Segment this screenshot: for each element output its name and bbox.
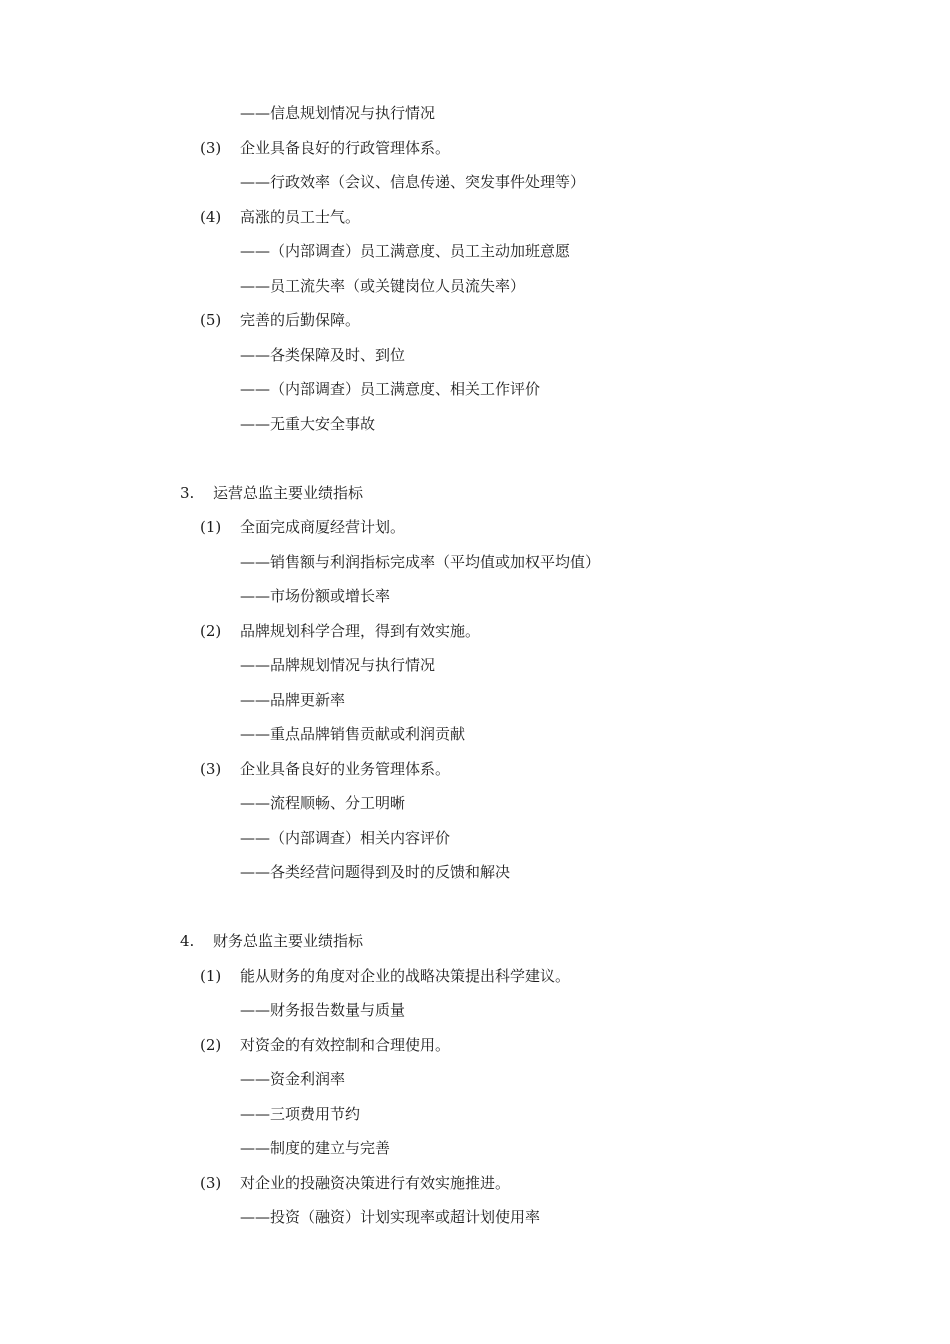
indicator-line: ——员工流失率（或关键岗位人员流失率）: [240, 277, 526, 295]
item-text: 高涨的员工士气。: [240, 208, 361, 226]
indicator-line: ——（内部调查）相关内容评价: [240, 829, 451, 847]
indicator-line: ——各类保障及时、到位: [240, 346, 406, 364]
item-number: (3): [200, 139, 222, 157]
section-number: 4.: [180, 932, 195, 950]
indicator-line: ——信息规划情况与执行情况: [240, 104, 436, 122]
indicator-line: ——（内部调查）员工满意度、相关工作评价: [240, 380, 541, 398]
indicator-line: ——流程顺畅、分工明晰: [240, 794, 406, 812]
item-number: (3): [200, 760, 222, 778]
item-number: (5): [200, 311, 222, 329]
item-number: (1): [200, 967, 222, 985]
indicator-line: ——品牌规划情况与执行情况: [240, 656, 436, 674]
indicator-line: ——重点品牌销售贡献或利润贡献: [240, 725, 466, 743]
item-text: 企业具备良好的行政管理体系。: [240, 139, 451, 157]
indicator-line: ——制度的建立与完善: [240, 1139, 391, 1157]
section-number: 3.: [180, 484, 195, 502]
section-heading: 运营总监主要业绩指标: [213, 484, 364, 502]
item-number: (2): [200, 622, 222, 640]
item-text: 企业具备良好的业务管理体系。: [240, 760, 451, 778]
item-number: (4): [200, 208, 222, 226]
indicator-line: ——行政效率（会议、信息传递、突发事件处理等）: [240, 173, 586, 191]
item-text: 能从财务的角度对企业的战略决策提出科学建议。: [240, 967, 571, 985]
item-text: 全面完成商厦经营计划。: [240, 518, 406, 536]
indicator-line: ——资金利润率: [240, 1070, 346, 1088]
indicator-line: ——品牌更新率: [240, 691, 346, 709]
indicator-line: ——（内部调查）员工满意度、员工主动加班意愿: [240, 242, 571, 260]
item-text: 对资金的有效控制和合理使用。: [240, 1036, 451, 1054]
item-text: 品牌规划科学合理，得到有效实施。: [240, 622, 481, 640]
indicator-line: ——销售额与利润指标完成率（平均值或加权平均值）: [240, 553, 601, 571]
indicator-line: ——三项费用节约: [240, 1105, 361, 1123]
indicator-line: ——市场份额或增长率: [240, 587, 391, 605]
indicator-line: ——投资（融资）计划实现率或超计划使用率: [240, 1208, 541, 1226]
item-number: (2): [200, 1036, 222, 1054]
indicator-line: ——各类经营问题得到及时的反馈和解决: [240, 863, 511, 881]
section-heading: 财务总监主要业绩指标: [213, 932, 364, 950]
item-number: (3): [200, 1174, 222, 1192]
indicator-line: ——无重大安全事故: [240, 415, 376, 433]
indicator-line: ——财务报告数量与质量: [240, 1001, 406, 1019]
item-text: 对企业的投融资决策进行有效实施推进。: [240, 1174, 511, 1192]
item-number: (1): [200, 518, 222, 536]
item-text: 完善的后勤保障。: [240, 311, 361, 329]
